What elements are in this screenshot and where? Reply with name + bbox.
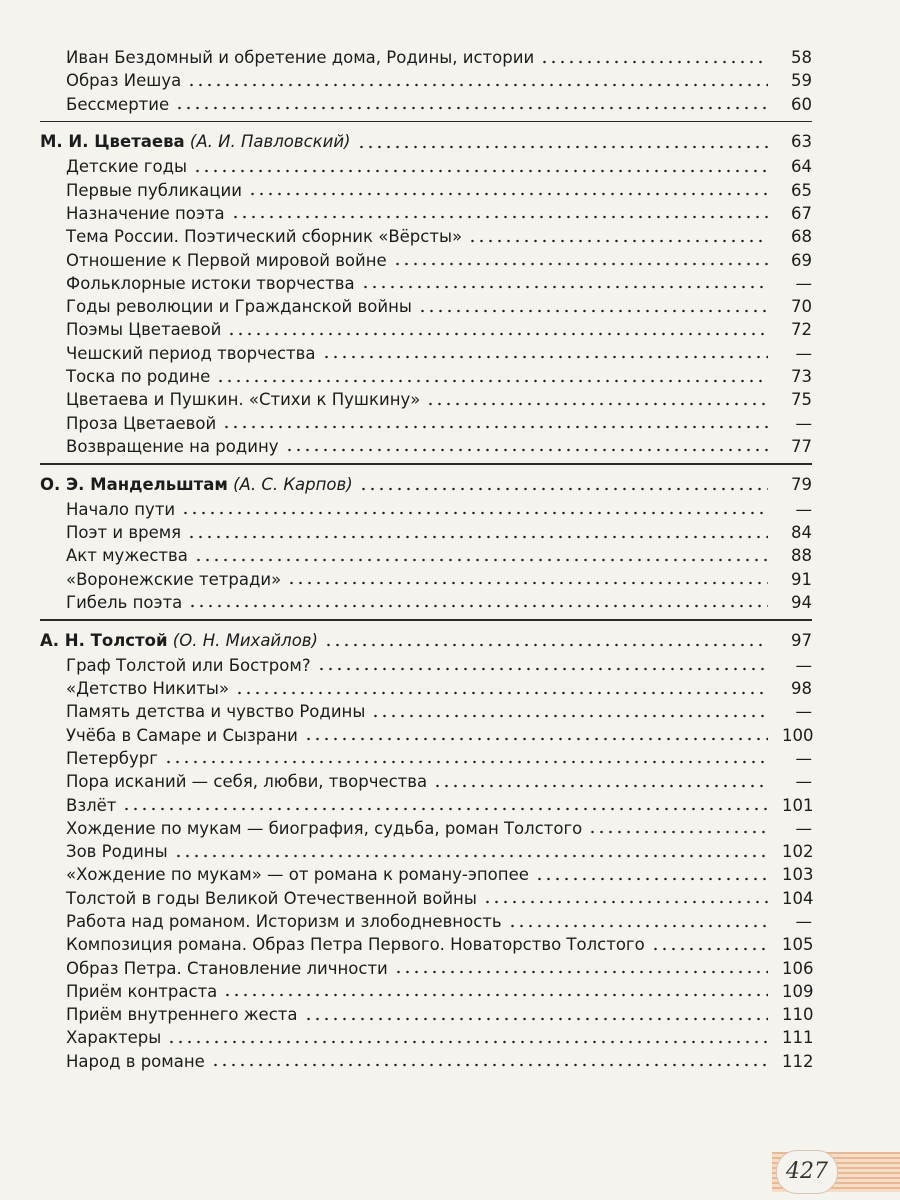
toc-entry[interactable] (40, 770, 812, 793)
toc-entry[interactable] (40, 654, 812, 677)
dot-leader (164, 747, 768, 770)
dot-leader (188, 591, 768, 614)
toc-entry-title: Работа над романом. Историзм и злободневность (66, 912, 502, 931)
toc-entry-page: 109 (782, 981, 814, 1001)
toc-entry-title: Поэт и время (66, 523, 182, 543)
toc-entry[interactable] (40, 544, 812, 567)
toc-entry-title: «Детство Никиты» (66, 679, 230, 699)
dot-leader (371, 700, 768, 723)
toc-entry[interactable] (40, 155, 812, 178)
dot-leader (211, 1050, 768, 1073)
toc-entry[interactable] (40, 46, 812, 69)
toc-entry-page: — (795, 818, 812, 838)
toc-entry-page: 77 (791, 436, 812, 456)
toc-entry-title: Годы революции и Гражданской войны (66, 297, 412, 317)
section-editor: (А. И. Павловский) (189, 132, 351, 152)
toc-entry-page: 70 (791, 297, 812, 317)
toc-entry[interactable] (40, 69, 812, 92)
toc-entry-title: Чешский период творчества (66, 343, 316, 363)
dot-leader (535, 863, 768, 886)
toc-entry-title: Проза Цветаевой (66, 413, 217, 433)
dot-leader (223, 980, 768, 1003)
toc-entry[interactable] (40, 817, 812, 840)
toc-entry-page: 112 (782, 1051, 814, 1071)
toc-entry-title: Характеры (66, 1028, 162, 1048)
toc-entry-page: 58 (791, 48, 812, 67)
toc-entry-title: Цветаева и Пушкин. «Стихи к Пушкину» (66, 390, 421, 410)
toc-entry-title: Пора исканий — себя, любви, творчества (66, 772, 428, 792)
toc-entry-title: Назначение поэта (66, 203, 225, 223)
toc-entry-page: 100 (782, 725, 814, 745)
toc-entry[interactable] (40, 179, 812, 202)
toc-entry-title: Образ Петра. Становление личности (66, 958, 388, 978)
dot-leader (393, 249, 768, 272)
dot-leader (418, 295, 768, 318)
toc-entry-title: Петербург (66, 748, 158, 768)
toc-entry-title: Акт мужества (66, 546, 188, 566)
toc-entry-title: Иван Бездомный и обретение дома, Родины, истории (66, 48, 535, 67)
toc-entry[interactable] (40, 910, 812, 933)
dot-leader (248, 179, 768, 202)
toc-entry-page: — (795, 772, 812, 792)
table-of-contents (40, 46, 812, 1073)
toc-entry-page: — (795, 499, 812, 519)
toc-entry-title: Тема России. Поэтический сборник «Вёрсты» (66, 227, 463, 247)
toc-entry[interactable] (40, 295, 812, 318)
dot-leader (222, 412, 768, 435)
section-page: 97 (791, 630, 812, 650)
toc-entry-title: Тоска по родине (66, 367, 211, 387)
toc-entry[interactable] (40, 1026, 812, 1049)
toc-entry-page: 88 (791, 546, 812, 566)
toc-entry-page: 69 (791, 250, 812, 270)
toc-entry[interactable] (40, 980, 812, 1003)
toc-entry[interactable] (40, 677, 812, 700)
dot-leader (651, 933, 768, 956)
toc-entry-title: Память детства и чувство Родины (66, 702, 366, 722)
toc-entry-title: Гибель поэта (66, 592, 183, 612)
toc-entry[interactable] (40, 724, 812, 747)
toc-entry[interactable] (40, 794, 812, 817)
toc-entry-title: Учёба в Самаре и Сызрани (66, 725, 298, 745)
toc-entry-page: 60 (791, 94, 812, 114)
toc-entry[interactable] (40, 957, 812, 980)
toc-entry-page: 84 (791, 523, 812, 543)
toc-entry-page: 106 (782, 958, 814, 978)
section-author: О. Э. Мандельштам (40, 474, 228, 494)
toc-entry[interactable] (40, 521, 812, 544)
toc-entry-page: 59 (791, 71, 812, 91)
toc-entry[interactable] (40, 388, 812, 411)
toc-entry-page: 67 (791, 203, 812, 223)
dot-leader (317, 654, 768, 677)
toc-entry-page: 105 (782, 935, 814, 955)
dot-leader (468, 225, 768, 248)
dot-leader (426, 388, 768, 411)
dot-leader (324, 628, 768, 654)
toc-entry[interactable] (40, 568, 812, 591)
toc-entry-title: Отношение к Первой мировой войне (66, 250, 387, 270)
toc-entry[interactable] (40, 435, 812, 458)
dot-leader (359, 472, 768, 498)
toc-entry-page: 111 (782, 1028, 814, 1048)
toc-entry[interactable] (40, 933, 812, 956)
dot-leader (483, 887, 768, 910)
toc-entry-page: 101 (782, 795, 814, 815)
dot-leader (394, 957, 768, 980)
section-divider (40, 121, 812, 123)
dot-leader (287, 568, 768, 591)
section-author: А. Н. Толстой (40, 630, 168, 650)
dot-leader (322, 342, 769, 365)
dot-leader (187, 521, 768, 544)
dot-leader (357, 129, 769, 155)
section-divider (40, 463, 812, 465)
toc-entry-page: — (795, 343, 812, 363)
toc-entry-page: 103 (782, 865, 814, 885)
dot-leader (433, 770, 768, 793)
dot-leader (216, 365, 768, 388)
dot-leader (187, 69, 768, 92)
toc-section-heading[interactable] (40, 472, 812, 498)
toc-entry-title: Образ Иешуа (66, 71, 182, 91)
toc-entry-page: 75 (791, 390, 812, 410)
toc-entry-title: Приём внутреннего жеста (66, 1005, 298, 1025)
toc-entry-page: 64 (791, 157, 812, 177)
toc-entry-page: — (795, 912, 812, 931)
toc-entry[interactable] (40, 202, 812, 225)
toc-entry-title: Граф Толстой или Бостром? (66, 655, 311, 675)
toc-entry[interactable] (40, 1050, 812, 1073)
toc-entry[interactable] (40, 365, 812, 388)
toc-entry-page: 110 (782, 1005, 814, 1025)
toc-entry[interactable] (40, 318, 812, 341)
toc-entry[interactable] (40, 412, 812, 435)
toc-entry-title: Композиция романа. Образ Петра Первого. Новаторство Толстого (66, 935, 645, 955)
dot-leader (508, 910, 768, 933)
toc-entry-title: Первые публикации (66, 180, 242, 200)
toc-entry-title: Толстой в годы Великой Отечественной войны (66, 888, 477, 908)
toc-entry-page: 72 (791, 320, 812, 340)
dot-leader (227, 318, 768, 341)
dot-leader (122, 794, 768, 817)
toc-entry-page: 94 (791, 592, 812, 612)
section-editor: (А. С. Карпов) (233, 474, 353, 494)
toc-entry-title: Зов Родины (66, 842, 168, 862)
toc-entry-page: 68 (791, 227, 812, 247)
toc-entry-title: Возвращение на родину (66, 436, 279, 456)
dot-leader (193, 155, 768, 178)
dot-leader (181, 498, 768, 521)
toc-entry-title: Бессмертие (66, 94, 170, 114)
toc-entry-page: — (795, 413, 812, 433)
toc-entry[interactable] (40, 272, 812, 295)
dot-leader (285, 435, 769, 458)
toc-section-heading[interactable] (40, 129, 812, 155)
toc-entry[interactable] (40, 840, 812, 863)
dot-leader (304, 724, 768, 747)
toc-entry-page: 65 (791, 180, 812, 200)
toc-entry-title: Взлёт (66, 795, 117, 815)
toc-entry[interactable] (40, 342, 812, 365)
toc-entry[interactable] (40, 498, 812, 521)
toc-entry[interactable] (40, 591, 812, 614)
section-page: 79 (791, 474, 812, 494)
toc-entry-title: «Хождение по мукам» — от романа к роману-эпопее (66, 865, 529, 885)
toc-entry[interactable] (40, 747, 812, 770)
toc-entry[interactable] (40, 93, 812, 116)
dot-leader (304, 1003, 768, 1026)
page-number: 427 (776, 1150, 838, 1194)
toc-entry-title: Начало пути (66, 499, 176, 519)
toc-entry[interactable] (40, 225, 812, 248)
toc-entry[interactable] (40, 700, 812, 723)
toc-section-heading[interactable] (40, 628, 812, 654)
section-page: 63 (791, 132, 812, 152)
dot-leader (174, 840, 768, 863)
toc-entry[interactable] (40, 1003, 812, 1026)
toc-entry-page: 73 (791, 367, 812, 387)
toc-entry-title: Фольклорные истоки творчества (66, 273, 355, 293)
toc-entry-title: Хождение по мукам — биография, судьба, роман Толстого (66, 818, 583, 838)
dot-leader (175, 93, 768, 116)
toc-entry-title: «Воронежские тетради» (66, 569, 282, 589)
toc-entry-page: — (795, 655, 812, 675)
dot-leader (235, 677, 768, 700)
section-author: М. И. Цветаева (40, 132, 185, 152)
toc-entry-title: Приём контраста (66, 981, 218, 1001)
toc-entry-page: — (795, 702, 812, 722)
toc-entry-title: Детские годы (66, 157, 188, 177)
dot-leader (231, 202, 768, 225)
toc-entry-page: — (795, 273, 812, 293)
section-editor: (О. Н. Михайлов) (172, 630, 318, 650)
toc-entry-page: 102 (782, 842, 814, 862)
section-divider (40, 619, 812, 621)
toc-entry-page: 98 (791, 679, 812, 699)
toc-entry[interactable] (40, 887, 812, 910)
dot-leader (540, 46, 768, 69)
toc-entry-title: Поэмы Цветаевой (66, 320, 222, 340)
dot-leader (194, 544, 768, 567)
toc-entry-page: — (795, 748, 812, 768)
dot-leader (588, 817, 768, 840)
toc-entry[interactable] (40, 863, 812, 886)
toc-entry-title: Народ в романе (66, 1051, 205, 1071)
toc-entry-page: 91 (791, 569, 812, 589)
dot-leader (167, 1026, 768, 1049)
toc-entry-page: 104 (782, 888, 814, 908)
dot-leader (361, 272, 768, 295)
toc-entry[interactable] (40, 249, 812, 272)
